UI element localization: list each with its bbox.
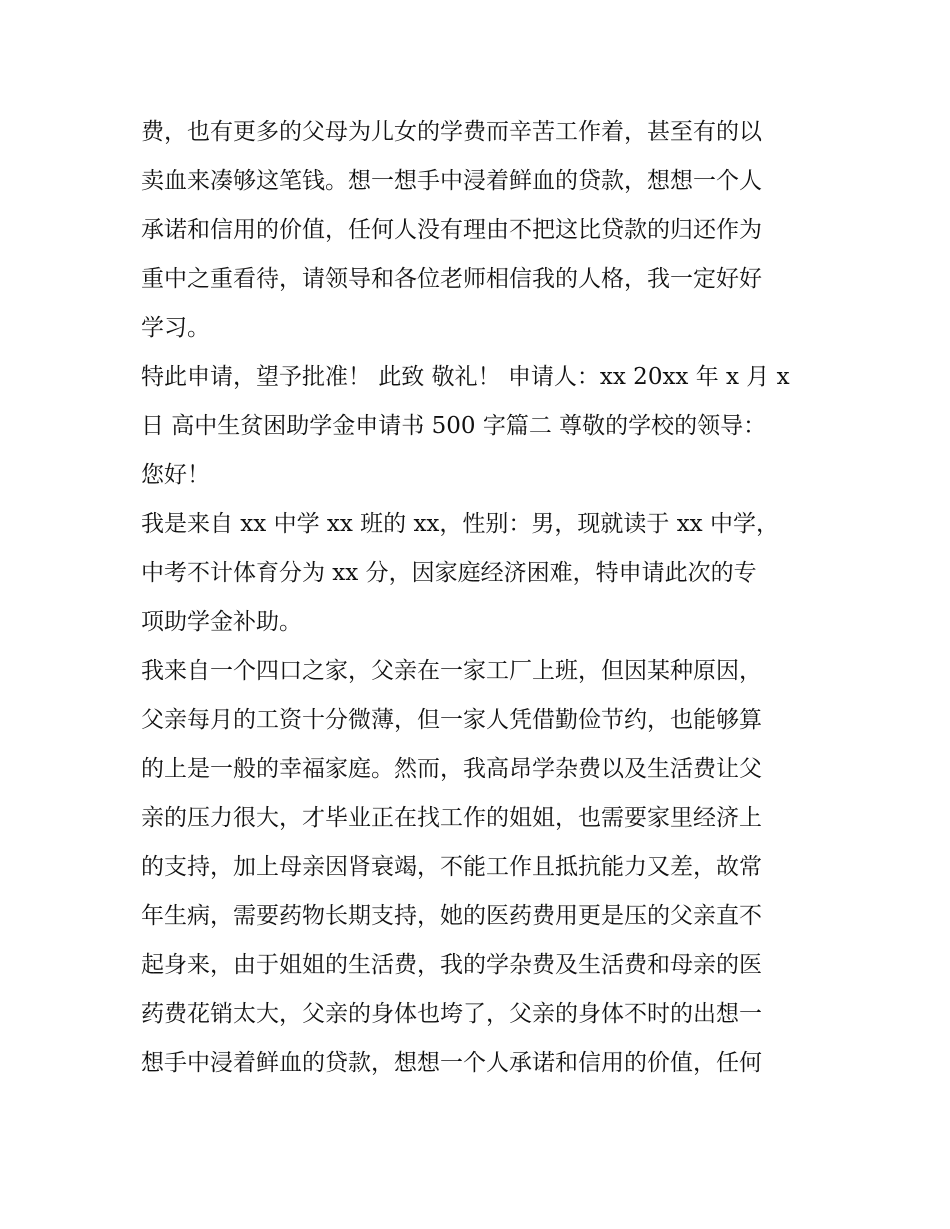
text-line: 您好！	[141, 462, 210, 488]
text-line: 药费花销太大，父亲的身体也垮了，父亲的身体不时的出想一	[141, 1001, 762, 1027]
text-line: 日 高中生贫困助学金申请书 500 字篇二 尊敬的学校的领导：	[141, 413, 767, 439]
text-line: 中考不计体育分为 xx 分，因家庭经济困难，特申请此次的专	[141, 560, 757, 586]
text-line: 特此申请，望予批准！ 此致 敬礼！ 申请人：xx 20xx 年 x 月 x	[141, 364, 790, 390]
text-line: 父亲每月的工资十分微薄，但一家人凭借勤俭节约，也能够算	[141, 707, 762, 733]
text-line: 费，也有更多的父母为儿女的学费而辛苦工作着，甚至有的以	[141, 119, 762, 145]
text-line: 项助学金补助。	[141, 609, 302, 635]
text-line: 学习。	[141, 315, 210, 341]
text-line: 卖血来凑够这笔钱。想一想手中浸着鲜血的贷款，想想一个人	[141, 168, 762, 194]
text-line: 的上是一般的幸福家庭。然而，我高昂学杂费以及生活费让父	[141, 756, 762, 782]
text-line: 想手中浸着鲜血的贷款，想想一个人承诺和信用的价值，任何	[141, 1050, 762, 1076]
text-line: 的支持，加上母亲因肾衰竭，不能工作且抵抗能力又差，故常	[141, 854, 762, 880]
text-line: 亲的压力很大，才毕业正在找工作的姐姐，也需要家里经济上	[141, 805, 762, 831]
text-line: 承诺和信用的价值，任何人没有理由不把这比贷款的归还作为	[141, 217, 762, 243]
text-line: 我是来自 xx 中学 xx 班的 xx，性别：男，现就读于 xx 中学，	[141, 511, 779, 537]
text-line: 重中之重看待，请领导和各位老师相信我的人格，我一定好好	[141, 266, 762, 292]
text-line: 起身来，由于姐姐的生活费，我的学杂费及生活费和母亲的医	[141, 952, 762, 978]
text-line: 年生病，需要药物长期支持，她的医药费用更是压的父亲直不	[141, 903, 762, 929]
document-body	[141, 108, 821, 1088]
text-line: 我来自一个四口之家，父亲在一家工厂上班，但因某种原因，	[141, 658, 762, 684]
